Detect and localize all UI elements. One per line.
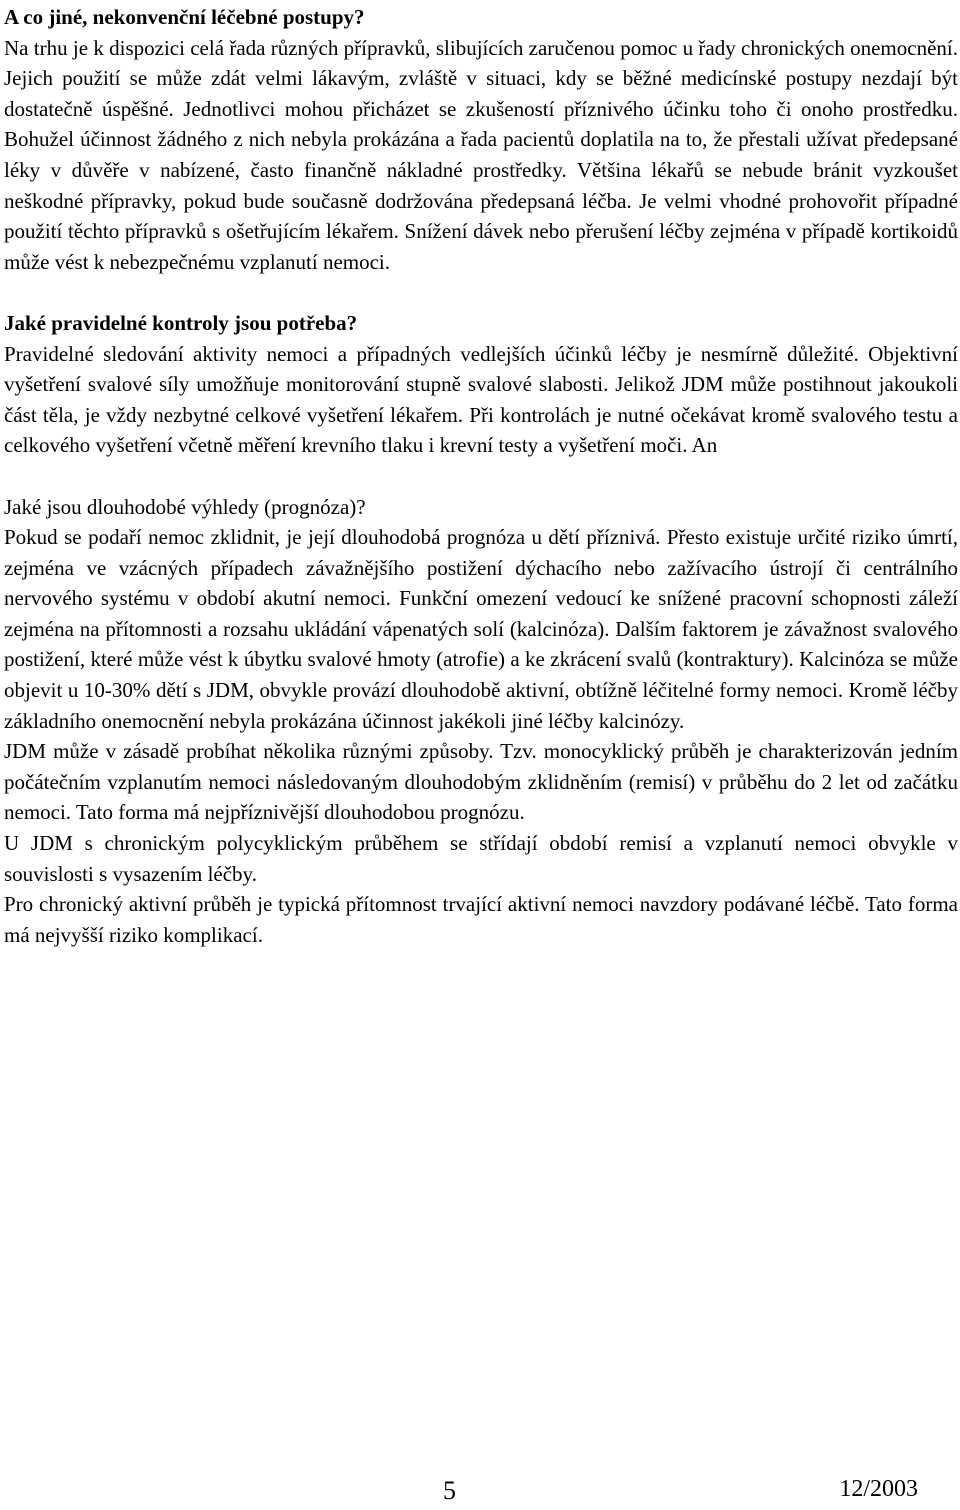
document-date: 12/2003 — [839, 1476, 918, 1502]
document-content — [4, 2, 958, 950]
paragraph-regular-checkups: Pravidelné sledování aktivity nemoci a případných vedlejších účinků léčby je nesmírně důležité. Objektivní vyšetření svalové síly umožňuje monitorování stupně svalové slabosti. Jelikož JDM může postihnout jakoukoli část těla, je vždy nezbytné celkové vyšetření lékařem. Při kontrolách je nutné očekávat kromě svalového testu a celkového vyšetření včetně měření krevního tlaku i krevní testy a vyšetření moči. An — [4, 341, 958, 458]
section-heading-regular-checkups: Jaké pravidelné kontroly jsou potřeba? — [4, 310, 358, 335]
page-number: 5 — [443, 1476, 456, 1505]
paragraph-gap — [4, 461, 958, 492]
section-heading-alternative-treatments: A co jiné, nekonvenční léčebné postupy? — [4, 5, 365, 29]
section-heading-prognosis: Jaké jsou dlouhodobé výhledy (prognóza)? — [4, 494, 366, 519]
paragraph-prognosis-4: Pro chronický aktivní průběh je typická přítomnost trvající aktivní nemoci navzdory podávané léčbě. Tato forma má nejvyšší riziko komplikací. — [4, 892, 958, 947]
paragraph-prognosis-1: Pokud se podaří nemoc zklidnit, je její dlouhodobá prognóza u dětí příznivá. Přesto existuje určité riziko úmrtí, zejména ve vzácných případech závažnějšího postižení dýchacího nebo zažívacího ústrojí či centrálního nervového systému v období akutní nemoci. Funkční omezení vedoucí ke snížené pracovní schopnosti záleží zejména na přítomnosti a rozsahu ukládání vápenatých solí (kalcinóza). Dalším faktorem je závažnost svalového postižení, které může vést k úbytku svalové hmoty (atrofie) a ke zkrácení svalů (kontraktury). Kalcinóza se může objevit u 10-30% dětí s JDM, obvykle provází dlouhodobě aktivní, obtížně léčitelné formy nemoci. Kromě léčby základního onemocnění nebyla prokázána účinnost jakékoli jiné léčby kalcinózy. — [4, 525, 958, 733]
paragraph-alternative-treatments: Na trhu je k dispozici celá řada různých přípravků, slibujících zaručenou pomoc u řady chronických onemocnění. Jejich použití se může zdát velmi lákavým, zvláště v situaci, kdy se běžné medicínské postupy nezdají být dostatečně úspěšné. Jednotlivci mohou přicházet se zkušeností příznivého účinku toho či onoho prostředku. Bohužel účinnost žádného z nich nebyla prokázána a řada pacientů doplatila na to, že přestali užívat předepsané léky v důvěře v nabízené, často finančně nákladné prostředky. Většina lékařů se nebude bránit vyzkoušet neškodné přípravky, pokud bude současně dodržována předepsaná léčba. Je velmi vhodné prohovořit případné použití těchto přípravků s ošetřujícím lékařem. Snížení dávek nebo přerušení léčby zejména v případě kortikoidů může vést k nebezpečnému vzplanutí nemoci. — [4, 35, 958, 274]
paragraph-prognosis-3: U JDM s chronickým polycyklickým průběhem se střídají období remisí a vzplanutí nemoci obvykle v souvislosti s vysazením léčby. — [4, 831, 958, 886]
paragraph-gap — [4, 277, 958, 308]
paragraph-prognosis-2: JDM může v zásadě probíhat několika různými způsoby. Tzv. monocyklický průběh je charakterizován jedním počátečním vzplanutím nemoci následovaným dlouhodobým zklidněním (remisí) v průběhu do 2 let od začátku nemoci. Tato forma má nejpříznivější dlouhodobou prognózu. — [4, 739, 958, 825]
